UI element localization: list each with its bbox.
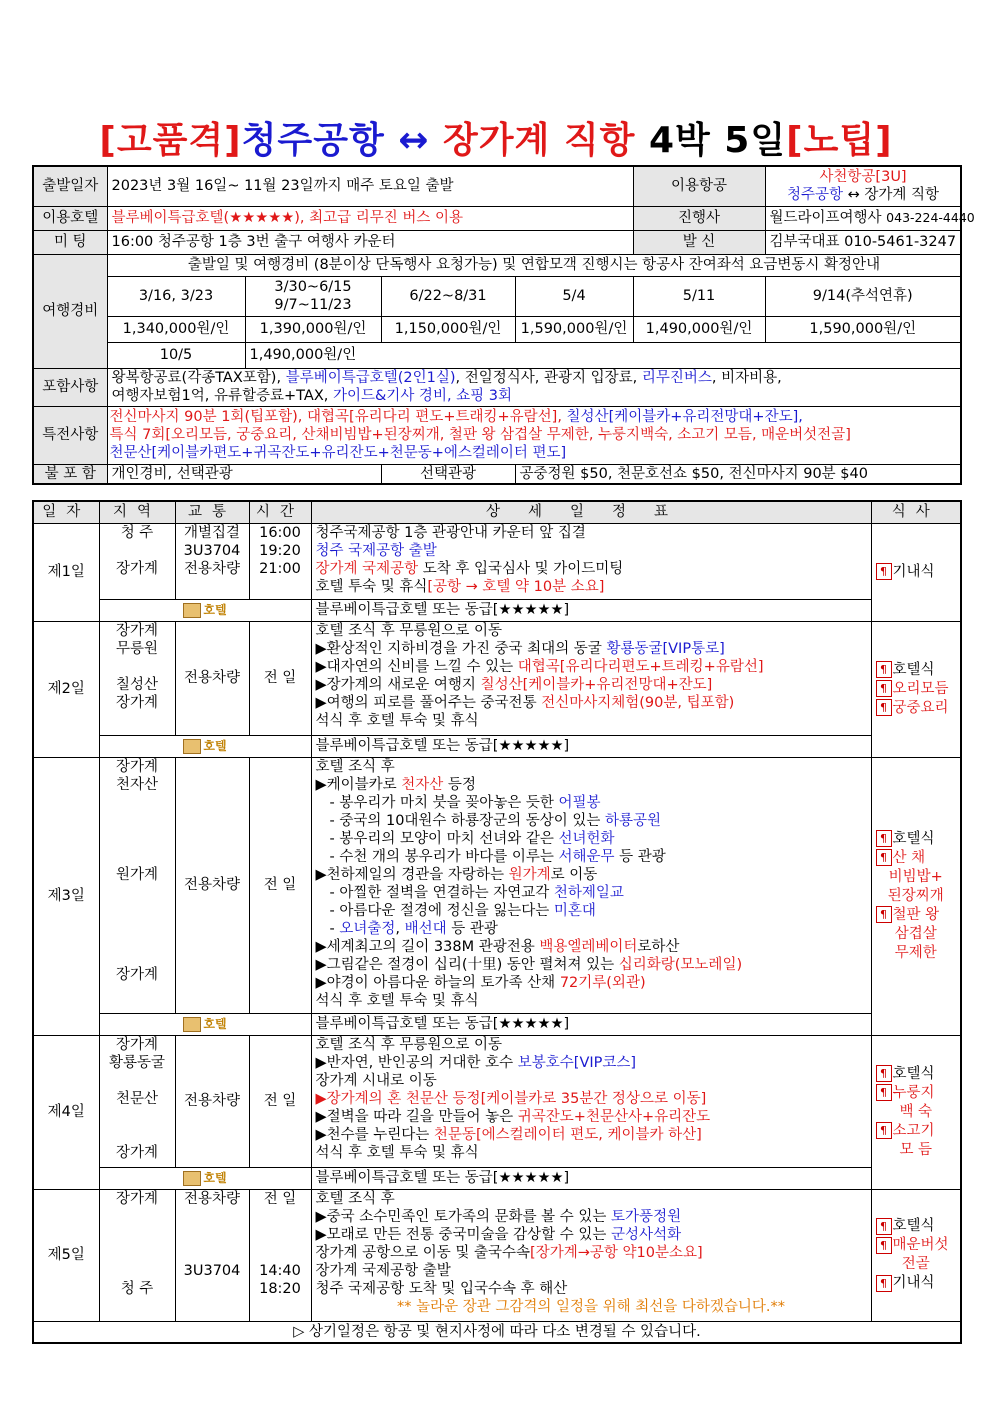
schedule-line xyxy=(316,578,867,596)
meal-icon: ¶ xyxy=(876,1218,892,1235)
day-4-hotel-badge xyxy=(99,1167,311,1189)
day-2-transport: 전용차량 xyxy=(175,621,249,735)
region: 천자산 xyxy=(115,776,159,793)
schedule-highlight: 선녀헌화 xyxy=(558,830,615,847)
meal-icon: ¶ xyxy=(876,661,892,678)
schedule-text: 장가계 공항으로 이동 및 출국수속 xyxy=(315,1244,531,1261)
time: 21:00 xyxy=(259,560,301,577)
schedule-text: ▶대자연의 신비를 느낄 수 있는 xyxy=(315,658,518,675)
schedule-line: 청주 국제공항 출발 xyxy=(315,542,437,559)
schedule-line xyxy=(316,830,867,848)
transport: 3U3704 xyxy=(183,542,241,559)
date-5: 5/11 xyxy=(633,276,765,316)
region: 장가계 xyxy=(115,694,159,711)
time: 19:20 xyxy=(259,542,301,559)
schedule-highlight: 미혼대 xyxy=(553,902,596,919)
meal: 누룽지 xyxy=(892,1084,935,1101)
sender-label: 발 신 xyxy=(633,230,765,254)
meal: 비빔밥+ xyxy=(888,868,943,885)
hotel-badge-text: 호텔 xyxy=(203,1017,227,1031)
meeting-value: 16:00 청주공항 1층 3번 출구 여행사 카운터 xyxy=(107,230,633,254)
time: 전 일 xyxy=(263,1190,297,1207)
transport: 3U3704 xyxy=(183,1262,241,1279)
schedule-highlight: 천하제일교 xyxy=(553,884,624,901)
info-table xyxy=(32,165,975,485)
schedule-text: ▶절벽을 따라 길을 만들어 놓은 xyxy=(315,1108,518,1125)
day-2-hotel: 블루베이특급호텔 또는 동급[★★★★★] xyxy=(311,735,871,757)
page-title xyxy=(0,112,992,170)
day-4-label: 제4일 xyxy=(33,1035,99,1189)
include-1d: 리무진버스 xyxy=(641,370,712,386)
schedule-highlight: 천자산 xyxy=(401,776,444,793)
region: 장가계 xyxy=(115,1144,159,1161)
special-1a: 전신마사지 90분 1회(팁포함), 대협곡[유리다리 편도+트래킹+유람선], xyxy=(109,409,562,425)
schedule-highlight: 칠성산[케이블카+유리전망대+잔도] xyxy=(480,676,713,693)
day-1-label: 제1일 xyxy=(33,523,99,621)
schedule-highlight: 전신마사지체험(90분, 팁포함) xyxy=(541,694,735,711)
schedule-highlight: 장가계 국제공항 xyxy=(315,560,419,577)
region: 청 주 xyxy=(120,524,154,541)
region: 천문산 xyxy=(115,1090,159,1107)
meal: 호텔식 xyxy=(892,661,935,678)
schedule-highlight: 대협곡[유리다리편도+트레킹+유람선] xyxy=(517,658,764,675)
schedule-line xyxy=(316,938,867,956)
meal-icon: ¶ xyxy=(876,699,892,716)
time: 18:20 xyxy=(259,1280,301,1297)
date-3: 6/22~8/31 xyxy=(381,276,515,316)
region: 황룡동굴 xyxy=(108,1054,166,1071)
schedule-text: ▶케이블카로 xyxy=(315,776,402,793)
hotel-icon xyxy=(183,1169,226,1187)
schedule-text: ▶천수를 누린다는 xyxy=(315,1126,434,1143)
schedule-highlight: 원가계 xyxy=(508,866,551,883)
airline-line1: 사천항공[3U] xyxy=(819,169,907,186)
date-2-line2: 9/7~11/23 xyxy=(274,297,352,313)
title-premium: [고품격] xyxy=(99,120,242,161)
schedule-text: ▶중국 소수민족인 토가족의 문화를 볼 수 있는 xyxy=(315,1208,612,1225)
special-3: 천문산[케이블카편도+귀곡잔도+유리잔도+천문동+에스컬레이터 편도] xyxy=(109,445,567,461)
day-1-transport xyxy=(175,523,249,599)
airline-value xyxy=(765,166,961,206)
meal-icon: ¶ xyxy=(876,849,892,866)
sender-value: 김부국대표 010-5461-3247 xyxy=(765,230,961,254)
schedule-highlight: 황룡동굴[VIP통로] xyxy=(606,640,725,657)
schedule-text: ▶모래로 만든 전통 중국미술을 감상할 수 있는 xyxy=(315,1226,612,1243)
agency-phone: 043-224-4440 xyxy=(886,210,975,225)
meal: 호텔식 xyxy=(892,830,935,847)
price-3: 1,150,000원/인 xyxy=(381,316,515,342)
meal: 궁중요리 xyxy=(892,699,949,716)
meal: 무제한 xyxy=(894,944,937,961)
day-5-times xyxy=(249,1189,311,1321)
schedule-text: - 봉우리가 마치 붓을 꽂아놓은 듯한 xyxy=(329,794,559,811)
time: 14:40 xyxy=(259,1262,301,1279)
schedule-highlight: ▶장가계의 혼 천문산 등정 xyxy=(315,1090,481,1107)
schedule-text: 도착 후 입국심사 및 가이드미팅 xyxy=(418,560,624,577)
region: 장가계 xyxy=(115,1190,159,1207)
day-5-region xyxy=(99,1189,175,1321)
day-5-label: 제5일 xyxy=(33,1189,99,1321)
date-2 xyxy=(245,276,381,316)
option-label: 선택관광 xyxy=(381,464,515,484)
schedule-text: ▶장가계의 새로운 여행지 xyxy=(315,676,481,693)
region: 청 주 xyxy=(120,1280,154,1297)
day-2-hotel-badge xyxy=(99,735,311,757)
header-schedule: 상세일정표 xyxy=(311,501,871,523)
schedule-line: 청주국제공항 1층 관광안내 카운터 앞 집결 xyxy=(315,524,586,541)
meeting-label: 미 팅 xyxy=(33,230,107,254)
extra-price: 1,490,000원/인 xyxy=(245,342,961,368)
closing-message: ** 놀라운 장관 그감격의 일정을 위해 최선을 다하겠습니다.** xyxy=(396,1298,786,1315)
price-6: 1,590,000원/인 xyxy=(765,316,961,342)
day-2-time: 전 일 xyxy=(249,621,311,735)
meal: 철판 왕 xyxy=(892,906,940,923)
day-4-time: 전 일 xyxy=(249,1035,311,1167)
cost-label: 여행경비 xyxy=(33,254,107,368)
departure-value: 2023년 3월 16일~ 11월 23일까지 매주 토요일 출발 xyxy=(107,166,633,206)
special-2: 특식 7회[오리모듬, 궁중요리, 산채비빔밥+된장찌개, 철판 왕 삼겹살 무제한, 누룽지백숙, 소고기 모듬, 매운버섯전골] xyxy=(109,427,851,443)
schedule-line xyxy=(316,1054,867,1072)
include-1a: 왕복항공료(각종TAX포함), xyxy=(111,370,286,386)
schedule-text: - 중국의 10대원수 하룡장군의 동상이 있는 xyxy=(329,812,605,829)
schedule-text: 등 관광 xyxy=(614,848,666,865)
day-5-transport xyxy=(175,1189,249,1321)
time: 16:00 xyxy=(259,524,301,541)
extra-date: 10/5 xyxy=(107,342,245,368)
region: 장가계 xyxy=(115,622,159,639)
agency-name: 월드라이프여행사 xyxy=(769,210,887,226)
schedule-line xyxy=(316,1244,867,1262)
day-2-schedule xyxy=(311,621,871,735)
meal: 기내식 xyxy=(892,1275,935,1291)
schedule-text: ▶그림같은 절경이 십리(十里) 동안 펼쳐져 있는 xyxy=(315,956,619,973)
schedule-line xyxy=(316,884,867,902)
meal-icon: ¶ xyxy=(876,1122,892,1139)
day-4-hotel: 블루베이특급호텔 또는 동급[★★★★★] xyxy=(311,1167,871,1189)
schedule-line: 호텔 조식 후 xyxy=(315,1190,395,1207)
schedule-line: 석식 후 호텔 투숙 및 휴식 xyxy=(315,712,479,729)
schedule-line xyxy=(316,640,867,658)
meal-icon: ¶ xyxy=(876,906,892,923)
header-region: 지역 xyxy=(99,501,175,523)
schedule-text: - xyxy=(329,920,340,937)
day-3-time: 전 일 xyxy=(249,757,311,1013)
schedule-text: 호텔 투숙 및 휴식 xyxy=(315,578,428,595)
agency-label: 진행사 xyxy=(633,206,765,230)
include-label: 포함사항 xyxy=(33,368,107,406)
schedule-line xyxy=(316,1208,867,1226)
schedule-text: 등정 xyxy=(443,776,476,793)
region: 장가계 xyxy=(115,560,159,577)
schedule-line xyxy=(316,848,867,866)
meal: 호텔식 xyxy=(892,1218,935,1234)
schedule-highlight: 서해운무 xyxy=(558,848,615,865)
schedule-text: ▶여행의 피로를 풀어주는 중국전통 xyxy=(315,694,542,711)
schedule-highlight: [공항 → 호텔 약 10분 소요] xyxy=(427,578,605,595)
meal: 소고기 xyxy=(892,1122,935,1139)
include-1b: 블루베이특급호텔(2인1실) xyxy=(285,370,456,386)
title-duration: 4박 5일 xyxy=(635,120,787,161)
schedule-line xyxy=(316,1226,867,1244)
title-direct: 장가계 직항 xyxy=(442,120,636,161)
schedule-highlight: 오녀출정 xyxy=(339,920,396,937)
schedule-line xyxy=(316,776,867,794)
day-3-hotel: 블루베이특급호텔 또는 동급[★★★★★] xyxy=(311,1013,871,1035)
day-2-label: 제2일 xyxy=(33,621,99,757)
schedule-highlight: 토가풍정원 xyxy=(611,1208,682,1225)
day-3-hotel-badge xyxy=(99,1013,311,1035)
day-5-meals xyxy=(871,1189,961,1321)
day-1-times xyxy=(249,523,311,599)
day-4-schedule xyxy=(311,1035,871,1167)
region: 원가계 xyxy=(115,866,159,883)
day-1-hotel-badge xyxy=(99,599,311,621)
schedule-highlight: 십리화랑(모노레일) xyxy=(618,956,743,973)
schedule-line: 장가계 시내로 이동 xyxy=(315,1072,437,1089)
price-1: 1,340,000원/인 xyxy=(107,316,245,342)
meal: 매운버섯 xyxy=(892,1237,949,1253)
schedule-highlight: 하룡공원 xyxy=(604,812,661,829)
transport: 전용차량 xyxy=(183,560,241,577)
region: 장가계 xyxy=(115,966,159,983)
itinerary-table xyxy=(32,500,962,1344)
hotel-icon xyxy=(183,601,226,619)
region: 장가계 xyxy=(115,1036,159,1053)
region: 칠성산 xyxy=(115,676,159,693)
region: 장가계 xyxy=(115,758,159,775)
schedule-line: 호텔 조식 후 xyxy=(315,758,395,775)
include-value xyxy=(107,368,961,406)
option-value: 공중정원 $50, 천문호선쇼 $50, 전신마사지 90분 $40 xyxy=(515,464,961,484)
hotel-value: 블루베이특급호텔(★★★★★), 최고급 리무진 버스 이용 xyxy=(107,206,633,230)
schedule-line xyxy=(316,902,867,920)
meal-icon: ¶ xyxy=(876,680,892,697)
schedule-line xyxy=(316,974,867,992)
day-3-label: 제3일 xyxy=(33,757,99,1035)
special-1b: 칠성산[케이블카+유리전망대+잔도], xyxy=(561,409,803,425)
schedule-line xyxy=(316,694,867,712)
schedule-text: ▶반자연, 반인공의 거대한 호수 xyxy=(315,1054,518,1071)
meal: 모 듬 xyxy=(899,1141,933,1158)
date-1: 3/16, 3/23 xyxy=(107,276,245,316)
schedule-highlight: 귀곡잔도+천문산사+유리잔도 xyxy=(517,1108,711,1125)
header-day: 일자 xyxy=(33,501,99,523)
hotel-badge-text: 호텔 xyxy=(203,1171,227,1185)
airline-label: 이용항공 xyxy=(633,166,765,206)
departure-label: 출발일자 xyxy=(33,166,107,206)
meal-icon: ¶ xyxy=(876,1084,892,1101)
price-5: 1,490,000원/인 xyxy=(633,316,765,342)
special-value xyxy=(107,406,961,464)
day-1-schedule xyxy=(311,523,871,599)
transport: 개별집결 xyxy=(183,524,241,541)
meal: 기내식 xyxy=(892,563,935,580)
day-3-region xyxy=(99,757,175,1013)
schedule-highlight: 백용엘레베이터 xyxy=(539,938,638,955)
footer-notice: ▷ 상기일정은 항공 및 현지사정에 따라 다소 변경될 수 있습니다. xyxy=(33,1321,961,1343)
price-2: 1,390,000원/인 xyxy=(245,316,381,342)
day-1-meals xyxy=(871,523,961,621)
schedule-line: 호텔 조식 후 무릉원으로 이동 xyxy=(315,622,503,639)
meal-icon: ¶ xyxy=(876,1275,892,1292)
date-4: 5/4 xyxy=(515,276,633,316)
schedule-line xyxy=(316,956,867,974)
header-meal: 식사 xyxy=(871,501,961,523)
hotel-badge-text: 호텔 xyxy=(203,739,227,753)
meal-icon: ¶ xyxy=(876,830,892,847)
day-3-schedule xyxy=(311,757,871,1013)
exclude-label: 불 포 함 xyxy=(33,464,107,484)
header-time: 시간 xyxy=(249,501,311,523)
schedule-text: - 봉우리의 모양이 마치 선녀와 같은 xyxy=(329,830,559,847)
meal: 전골 xyxy=(901,1256,930,1272)
schedule-line: 장가계 국제공항 출발 xyxy=(315,1262,451,1279)
schedule-text: - 아름다운 절경에 정신을 잃는다는 xyxy=(329,902,554,919)
schedule-line xyxy=(316,866,867,884)
schedule-text: ▶야경이 아름다운 하늘의 토가족 산채 xyxy=(315,974,560,991)
include-2a: 여행자보험1억, 유류할증료+TAX, xyxy=(111,388,333,404)
meal: 호텔식 xyxy=(892,1065,935,1082)
schedule-line xyxy=(316,676,867,694)
hotel-badge-text: 호텔 xyxy=(203,603,227,617)
schedule-line: 호텔 조식 후 무릉원으로 이동 xyxy=(315,1036,503,1053)
schedule-text: ▶환상적인 지하비경을 가진 중국 최대의 동굴 xyxy=(315,640,607,657)
schedule-text: - 수천 개의 봉우리가 바다를 이루는 xyxy=(329,848,559,865)
airline-origin: 청주공항 xyxy=(786,187,843,204)
meal: 산 채 xyxy=(892,849,926,866)
schedule-highlight: [케이블카로 35분간 정상으로 이동] xyxy=(480,1090,707,1107)
hotel-icon xyxy=(183,1015,226,1033)
hotel-label: 이용호텔 xyxy=(33,206,107,230)
schedule-highlight: 72기루(외관) xyxy=(559,974,646,991)
schedule-line xyxy=(316,794,867,812)
hotel-icon xyxy=(183,737,226,755)
airline-destination: ↔ 장가계 직항 xyxy=(843,187,940,204)
title-notip: [노팁] xyxy=(786,120,893,161)
include-1c: , 전일정식사, 관광지 입장료, xyxy=(455,370,642,386)
day-3-transport: 전용차량 xyxy=(175,757,249,1013)
meal: 삼겹살 xyxy=(894,925,937,942)
meal: 된장찌개 xyxy=(887,887,944,904)
schedule-highlight: 천문동[에스컬레이터 편도, 케이블카 하산] xyxy=(433,1126,702,1143)
header-transport: 교통 xyxy=(175,501,249,523)
schedule-highlight: 군성사석화 xyxy=(611,1226,682,1243)
schedule-line xyxy=(316,1108,867,1126)
include-2b: 가이드&기사 경비, 쇼핑 3회 xyxy=(332,388,513,404)
schedule-text: - 아찔한 절벽을 연결하는 자연교각 xyxy=(329,884,554,901)
meal-icon: ¶ xyxy=(876,1237,892,1254)
region: 무릉원 xyxy=(115,640,159,657)
schedule-line: 석식 후 호텔 투숙 및 휴식 xyxy=(315,992,479,1009)
schedule-line xyxy=(316,1126,867,1144)
meal: 오리모듬 xyxy=(892,680,949,697)
schedule-line xyxy=(316,560,867,578)
meal: 백 숙 xyxy=(899,1103,933,1120)
schedule-text: ▶세계최고의 길이 338M 관광전용 xyxy=(315,938,540,955)
day-1-hotel: 블루베이특급호텔 또는 동급[★★★★★] xyxy=(311,599,871,621)
meal-icon: ¶ xyxy=(876,563,892,580)
agency-value xyxy=(765,206,975,230)
schedule-line: 석식 후 호텔 투숙 및 휴식 xyxy=(315,1144,479,1161)
day-2-region xyxy=(99,621,175,735)
day-4-meals xyxy=(871,1035,961,1189)
schedule-line: 청주 국제공항 도착 및 입국수속 후 해산 xyxy=(315,1280,568,1297)
transport: 전용차량 xyxy=(183,1190,241,1207)
title-route: 청주공항 ↔ xyxy=(241,120,443,161)
schedule-line xyxy=(316,1090,867,1108)
day-1-region xyxy=(99,523,175,599)
schedule-text: 등 관광 xyxy=(446,920,498,937)
date-6: 9/14(추석연휴) xyxy=(765,276,961,316)
day-2-meals xyxy=(871,621,961,757)
schedule-text: 로 이동 xyxy=(550,866,598,883)
schedule-line xyxy=(316,920,867,938)
cost-notice: 출발일 및 여행경비 (8분이상 단독행사 요청가능) 및 연합모객 진행시는 항공사 잔여좌석 요금변동시 확정안내 xyxy=(107,254,961,276)
date-2-line1: 3/30~6/15 xyxy=(274,279,352,295)
meal-icon: ¶ xyxy=(876,1065,892,1082)
exclude-value: 개인경비, 선택관광 xyxy=(107,464,381,484)
include-1e: , 비자비용, xyxy=(711,370,782,386)
schedule-text: , xyxy=(395,920,405,937)
schedule-text: ▶천하제일의 경관을 자랑하는 xyxy=(315,866,509,883)
schedule-highlight: 배선대 xyxy=(404,920,447,937)
schedule-line xyxy=(316,812,867,830)
day-4-region xyxy=(99,1035,175,1167)
schedule-line xyxy=(316,658,867,676)
special-label: 특전사항 xyxy=(33,406,107,464)
day-4-transport: 전용차량 xyxy=(175,1035,249,1167)
day-3-meals xyxy=(871,757,961,1035)
schedule-highlight: 보봉호수[VIP코스] xyxy=(517,1054,637,1071)
schedule-highlight: [장가계→공항 약10분소요] xyxy=(530,1244,703,1261)
price-4: 1,590,000원/인 xyxy=(515,316,633,342)
schedule-highlight: 어필봉 xyxy=(558,794,601,811)
day-5-schedule xyxy=(311,1189,871,1321)
schedule-text: 로하산 xyxy=(637,938,680,955)
